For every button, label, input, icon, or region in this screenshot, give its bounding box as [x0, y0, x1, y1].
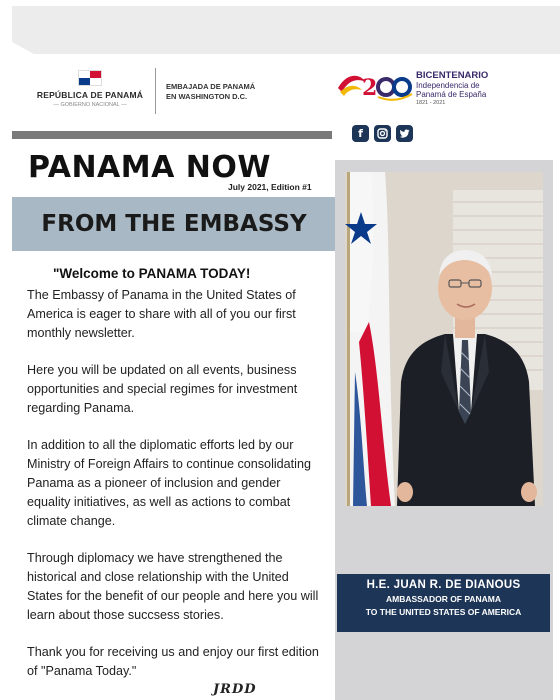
ambassador-photo	[345, 172, 543, 506]
edition-label: July 2021, Edition #1	[228, 182, 312, 192]
gov-title: REPÚBLICA DE PANAMÁ	[36, 90, 144, 100]
newsletter-title: PANAMA NOW	[28, 150, 271, 185]
bicentenario-title: BICENTENARIO	[416, 70, 489, 81]
article-welcome: "Welcome to PANAMA TODAY!	[53, 266, 251, 281]
bicentenario-line1: Independencia de	[416, 81, 480, 90]
facebook-icon[interactable]: f	[352, 125, 369, 142]
panama-flag-icon	[78, 70, 102, 86]
header-divider	[155, 68, 156, 114]
twitter-icon[interactable]	[396, 125, 413, 142]
bicentenario-text	[416, 70, 546, 106]
bicentenario-line2: Panamá de España	[416, 90, 487, 99]
section-band	[12, 197, 336, 251]
bicentenario-logo	[336, 66, 546, 106]
article-paragraph: Thank you for receiving us and enjoy our first edition of "Panama Today."	[27, 645, 319, 678]
social-links	[352, 125, 413, 142]
caption-name: H.E. JUAN R. DE DIANOUS	[366, 579, 521, 591]
article-paragraph: Here you will be updated on all events, business opportunities and special regimes for investment regarding Panama.	[27, 363, 298, 415]
section-band-label: FROM THE EMBASSY	[41, 211, 307, 237]
government-logo	[30, 70, 150, 108]
article	[27, 266, 327, 699]
svg-text:2: 2	[362, 75, 378, 101]
embassy-name	[166, 82, 306, 102]
caption-role: AMBASSADOR OF PANAMA	[385, 594, 502, 604]
embassy-name-line2: EN WASHINGTON D.C.	[166, 92, 248, 101]
section-rule	[12, 131, 332, 139]
article-paragraph: The Embassy of Panama in the United States of America is eager to share with all of you our first monthly newsletter.	[27, 288, 296, 340]
gov-subtitle: — GOBIERNO NACIONAL —	[53, 102, 127, 108]
bicentenario-years: 1821 - 2021	[416, 100, 446, 106]
article-paragraph: In addition to all the diplomatic efforts led by our Ministry of Foreign Affairs to continue consolidating Panama as a pioneer of inclusion and gender equality initiatives, as well as actions to combat climate change.	[27, 438, 311, 528]
embassy-name-line1: EMBAJADA DE PANAMÁ	[166, 82, 256, 91]
header	[0, 60, 560, 130]
caption-country: TO THE UNITED STATES OF AMERICA	[365, 607, 522, 617]
instagram-icon[interactable]	[374, 125, 391, 142]
top-banner	[12, 6, 560, 54]
bicentenario-emblem-icon	[336, 68, 414, 102]
photo-caption	[337, 574, 550, 632]
article-paragraph: Through diplomacy we have strengthened the historical and close relationship with the United States for the benefit of our people and here you will learn about those succsess stories.	[27, 551, 319, 622]
signature: JRDD	[213, 682, 257, 697]
